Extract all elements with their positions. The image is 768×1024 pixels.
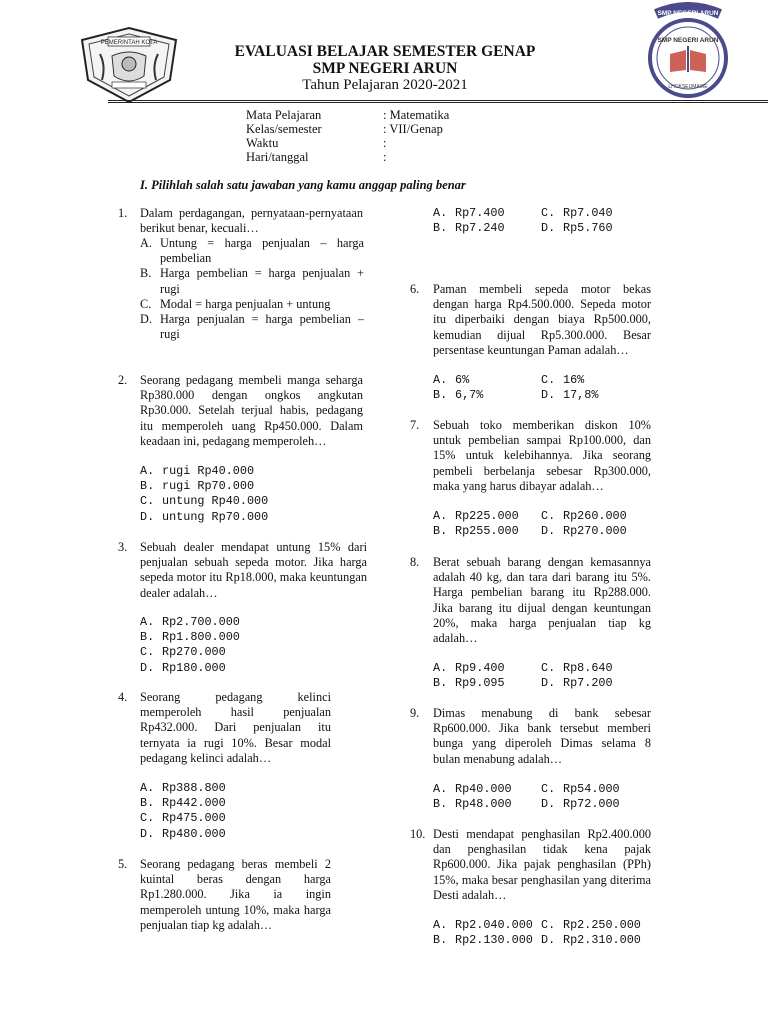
header-divider <box>108 100 768 103</box>
exam-title: EVALUASI BELAJAR SEMESTER GENAP <box>234 43 536 60</box>
question-6: 6. Paman membeli sepeda motor bekas dengan harga Rp4.500.000. Sepeda motor itu diperbaiki dengan biaya Rp500.000, kemudian dijual Rp5.300.000. Besar persentase keuntungan Paman adalah… A. 6% C. 16% B. 6,7% D. 17,8% <box>410 282 651 402</box>
academic-year: Tahun Pelajaran 2020-2021 <box>302 77 468 93</box>
instruction: I. Pilihlah salah satu jawaban yang kamu anggap paling benar <box>140 178 466 192</box>
school-logo <box>634 2 742 98</box>
svg-text:LHOKSEUMAWE: LHOKSEUMAWE <box>668 84 708 90</box>
question-3: 3. Sebuah dealer mendapat untung 15% dari penjualan sebuah sepeda motor. Jika harga sepeda motor itu Rp18.000, maka keuntungan dealer adalah… A. Rp2.700.000 B. Rp1.800.000 C. Rp270.000 D. Rp180.000 <box>118 540 367 675</box>
svg-text:SMP NEGERI ARUN: SMP NEGERI ARUN <box>657 37 719 44</box>
question-1: 1. Dalam perdagangan, pernyataan-pernyataan berikut benar, kecuali… A. Untung = harga penjualan – harga pembelian B. Harga pembelian = harga penjualan + rugi C. Modal = harga penjualan + untung D. Harga penjualan = harga pembelian – rugi <box>118 206 364 342</box>
question-10: 10. Desti mendapat penghasilan Rp2.400.000 dan penghasilan tidak kena pajak Rp600.000. Jika pajak penghasilan (PPh) 15%, maka besar penghasilan yang diterima Desti adalah… A. Rp2.040.000 C. Rp2.250.000 B. Rp2.130.000 D. Rp2.310.000 <box>410 827 651 947</box>
question-8: 8. Berat sebuah barang dengan kemasannya adalah 40 kg, dan tara dari barang itu 5%. Harga pembelian barang itu Rp288.000. Jika barang itu dijual dengan keuntungan 20%, maka harga penjualan tiap kg adalah… A. Rp9.400 C. Rp8.640 B. Rp9.095 D. Rp7.200 <box>410 555 651 690</box>
question-9: 9. Dimas menabung di bank sebesar Rp600.000. Jika bank tersebut memberi bunga yang diperoleh Dimas selama 8 bulan menabung adalah… A. Rp40.000 C. Rp54.000 B. Rp48.000 D. Rp72.000 <box>410 706 651 811</box>
question-2: 2. Seorang pedagang membeli manga seharga Rp380.000 dengan ongkos angkutan Rp30.000. Setelah terjual habis, pedagang itu memperoleh uang Rp450.000. Dalam keadaan ini, pedagang memperoleh… A. rugi Rp40.000 B. rugi Rp70.000 C. untung Rp40.000 D. untung Rp70.000 <box>118 373 363 524</box>
school-name: SMP NEGERI ARUN <box>312 60 458 77</box>
question-7: 7. Sebuah toko memberikan diskon 10% untuk pembelian sampai Rp100.000, dan 15% untuk kelebihannya. Jika seorang pembeli berbelanja sebesar Rp300.000, maka yang harus dibayar adalah… A. Rp225.000 C. Rp260.000 B. Rp255.000 D. Rp270.000 <box>410 418 651 538</box>
subject-info: Mata Pelajaran : Matematika Kelas/semester : VII/Genap Waktu : Hari/tanggal : <box>246 108 450 164</box>
svg-text:SMP NEGERI ARUN: SMP NEGERI ARUN <box>657 10 719 17</box>
svg-text:PEMERINTAH KOTA: PEMERINTAH KOTA <box>100 40 158 46</box>
question-4: 4. Seorang pedagang kelinci memperoleh hasil penjualan Rp432.000. Dari penjualan itu ternyata ia rugi 10%. Besar modal pedagang kelinci adalah… A. Rp388.800 B. Rp442.000 C. Rp475.000 D. Rp480.000 <box>118 690 331 841</box>
city-government-logo <box>78 26 180 104</box>
question-5: 5. Seorang pedagang beras membeli 2 kuintal beras dengan harga Rp1.280.000. Jika ia ingin memperoleh untung 10%, maka harga penjualan tiap kg adalah… <box>118 857 331 932</box>
